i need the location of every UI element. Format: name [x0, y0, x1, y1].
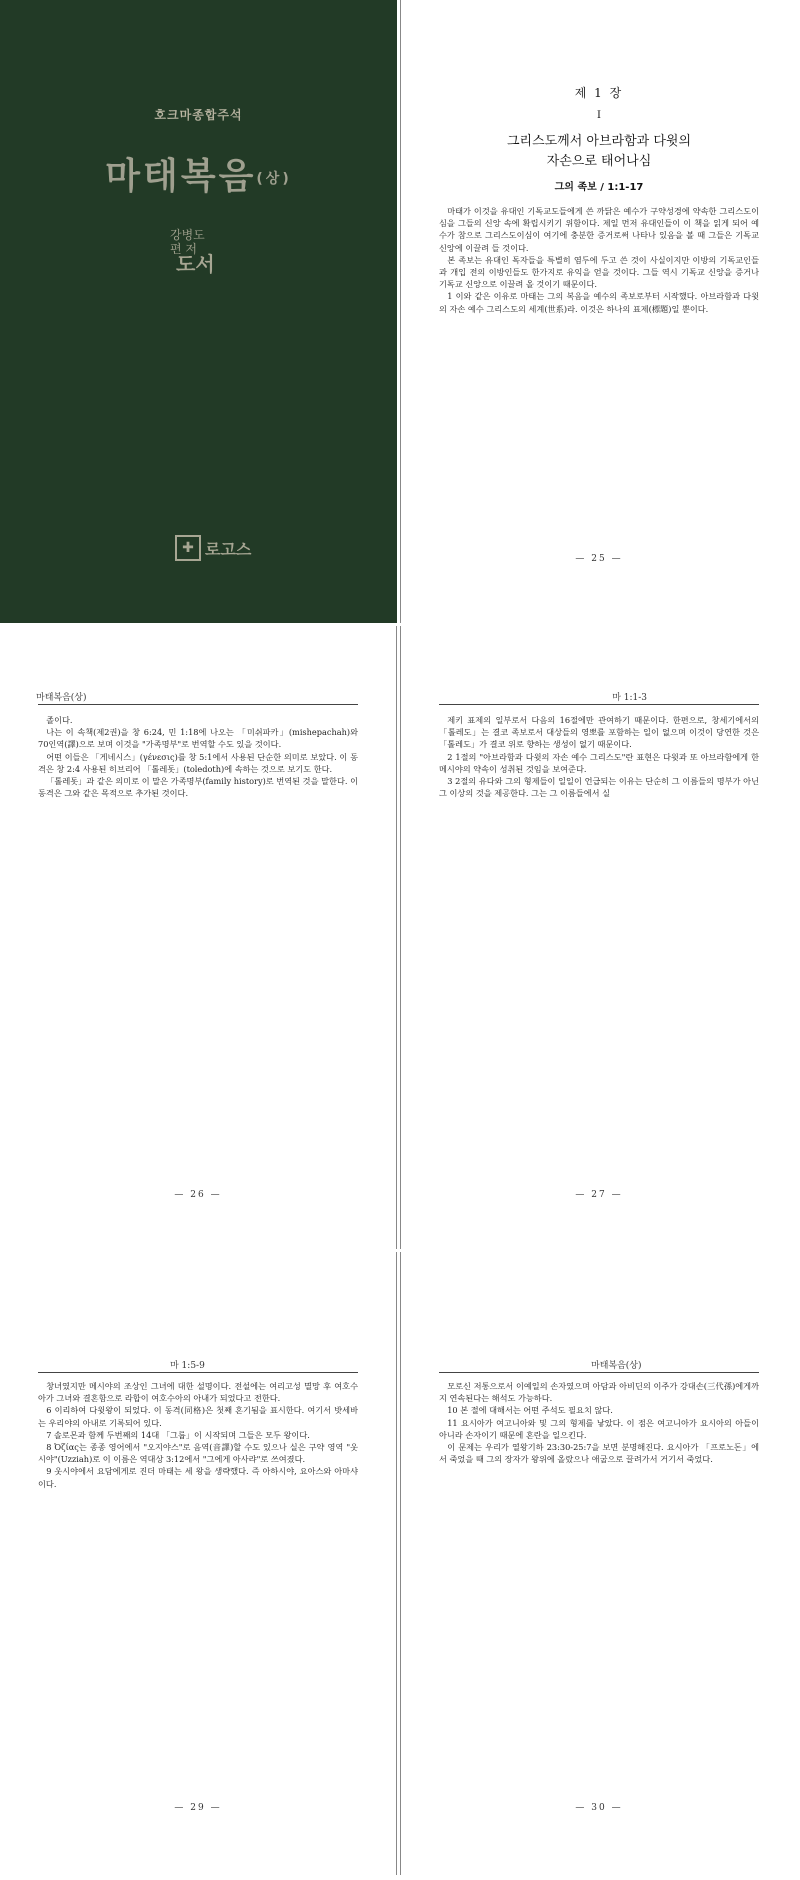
paragraph: 1 이와 같은 이유로 마태는 그의 복음을 예수의 족보로부터 시작했다. 아브라함과 다윗의 자손 예수 그리스도의 세계(世系)라. 이것은 하나의 표제(標題)일 뿐이다.	[439, 291, 759, 314]
page-body	[439, 205, 759, 315]
paragraph: 모로신 저통으로서 이예일의 손자였으며 아담과 아비딘의 이주가 강대손(三代孫)에게까지 연속된다는 해석도 가능하다.	[439, 1381, 759, 1404]
page-body	[439, 1380, 759, 1465]
running-header: 마태복음(상)	[591, 1361, 642, 1371]
cover-author-line2: 편 저	[170, 242, 197, 256]
cover-title-text: 마태복음	[105, 156, 257, 197]
page-29	[0, 1252, 397, 1875]
paragraph: 제키 표제의 일부로서 다음의 16절에만 관여하기 때문이다. 한편으로, 창세기에서의 「톨레도」는 결코 족보로서 대상들의 영뽀를 포함하는 일이 없으며 이것이 당연한 것은 「톨레도」가 결코 위로 향하는 생성이 없기 때문이다.	[439, 715, 759, 750]
paragraph: 「톨레돗」과 같은 의미로 이 말은 가족명부(family history)로 번역된 것을 말한다. 이 동격은 그와 같은 목적으로 추가된 것이다.	[38, 776, 358, 799]
header-rule	[38, 704, 358, 705]
header-rule	[439, 704, 759, 705]
cover-title	[0, 148, 397, 199]
paragraph: 2 1절의 "아브라함과 다윗의 자손 예수 그리스도"란 표현은 다윗과 또 아브라함에게 한 메시야의 약속이 성취된 것임을 보여준다.	[439, 751, 759, 774]
paragraph: 어떤 이들은 「게네시스」(γένεσις)를 창 5:1에서 사용된 단순한 의미로 보았다. 이 동격은 창 2:4 사용된 히브리어 「톨레돗」(toledoth)에 속하는 것으로 보기도 한다.	[38, 751, 358, 774]
book-cover	[0, 0, 397, 623]
paragraph: 창녀였지만 메시야의 조상인 그녀에 대한 설명이다. 전설에는 여리고성 멸망 후 여호수아가 그녀와 결혼함으로 라합이 여호수아의 아내가 되었다고 전한다.	[38, 1381, 358, 1404]
cover-series-title: 호크마종합주석	[154, 108, 243, 122]
cover-publisher-logo	[175, 535, 251, 561]
page-30	[400, 1252, 797, 1875]
paragraph: 11 요시아가 여고니아와 및 그의 형제를 낳았다. 이 점은 여고니아가 요시아의 아들이 아니라 손자이기 때문에 혼란을 일으킨다.	[439, 1417, 759, 1440]
cover-volume: (상)	[256, 171, 292, 187]
page-number: — 29 —	[174, 1803, 222, 1813]
header-rule	[38, 1372, 358, 1373]
page-number: — 27 —	[575, 1190, 623, 1200]
page-26	[0, 626, 397, 1249]
section-number: I	[597, 110, 601, 121]
paragraph: 졸이다.	[46, 715, 73, 725]
paragraph: 10 본 절에 대해서는 어떤 주석도 필요치 않다.	[447, 1405, 613, 1416]
page-body	[439, 714, 759, 799]
cover-publisher: 로고스	[205, 539, 252, 559]
paragraph: 6 이리하여 다윗왕이 되었다. 이 동격(同格)은 첫째 혼기됨을 표시한다. 여기서 밧세바는 우리야의 아내로 기록되어 있다.	[38, 1405, 358, 1428]
page-number: — 26 —	[174, 1190, 222, 1200]
paragraph: 8 Ὀζίας는 종종 영어에서 "오지야스"로 음역(音譯)할 수도 있으나 실은 구약 영역 "웃시야"(Uzziah)로 이 이름은 역대상 3:12에서 "그에게 아사랴"로 쓰여졌다.	[38, 1442, 358, 1465]
paragraph: 7 솔로몬과 함께 두번째의 14대 「그룹」이 시작되며 그들은 모두 왕이다.	[46, 1429, 310, 1440]
page-body	[38, 1380, 358, 1490]
chapter-heading-1: 그리스도께서 아브라함과 다윗의	[506, 134, 692, 149]
paragraph: 나는 이 속책(제2권)을 창 6:24, 민 1:18에 나오는 「미쉬파카」(mishepachah)와 70인역(譯)으로 보며 이것을 "가족명부"로 번역할 수도 있을 것이다.	[38, 727, 358, 750]
paragraph: 이 문제는 우리가 열왕기하 23:30-25:7을 보면 분명해진다. 요시아가 「프로노돈」에서 죽었을 때 그의 장자가 왕위에 올랐으나 애굽으로 끌려가서 거기서 죽었다.	[439, 1442, 759, 1465]
cover-author	[170, 228, 215, 276]
paragraph: 마태가 이것을 유대인 기독교도들에게 쓴 까닭은 예수가 구약성경에 약속한 그리스도이심을 그들의 신앙 속에 확립시키기 위함이다. 제일 먼저 유대인들이 이 책을 읽게 되어 예수가 참으로 그리스도이심이 여기에 충분한 증거로써 나타나 있음을 볼 때 그들은 기독교 신앙에 이끌려 들 것이다.	[439, 206, 759, 253]
page-27	[400, 626, 797, 1249]
page-25	[400, 0, 797, 623]
chapter-number: 제 1 장	[574, 86, 624, 100]
paragraph: 3 2절의 유다와 그의 형제들이 일일이 언급되는 이유는 단순히 그 이름들의 명부가 아닌 그 이상의 것을 제공한다. 그는 그 이름들에서 실	[439, 776, 759, 799]
publisher-mark-icon: ✚	[175, 535, 201, 561]
header-rule	[439, 1372, 759, 1373]
cover-author-line1: 강병도	[170, 228, 205, 242]
page-number: — 25 —	[575, 554, 623, 564]
chapter-heading-2: 자손으로 태어나심	[546, 154, 652, 169]
paragraph: 9 웃시야에서 요담에게로 진더 마태는 세 왕을 생략했다. 즉 아하시야, 요아스와 아마샤이다.	[38, 1466, 358, 1489]
running-header: 마 1:5-9	[170, 1361, 205, 1371]
subheading: 그의 족보 / 1:1-17	[554, 182, 644, 193]
cover-author-name: 도서	[176, 251, 215, 276]
page-body	[38, 714, 358, 799]
page-number: — 30 —	[575, 1803, 623, 1813]
running-header: 마태복음(상)	[36, 693, 87, 703]
paragraph: 본 족보는 유대인 독자들을 특별히 염두에 두고 쓴 것이 사실이지만 이방의 기독교인들과 개입 전의 이방인들도 한가지로 유익을 얻을 것이다. 그들 역시 기독교 신앙을 증거나 기독교 신앙으로 이끌려 올 것이기 때문이다.	[439, 254, 759, 290]
running-header: 마 1:1-3	[612, 693, 647, 703]
